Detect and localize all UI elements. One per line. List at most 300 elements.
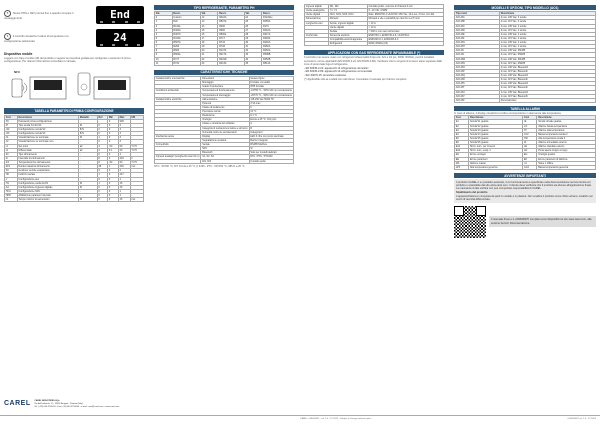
table-cell: 3 relè, 115 Vac, Bluetooth xyxy=(499,78,595,82)
table-cell: R290 xyxy=(172,45,200,49)
table-cell: - xyxy=(130,177,143,181)
table-cell: /P xyxy=(5,123,18,127)
table-cell: 1 xyxy=(97,136,107,140)
col-header: Descr. xyxy=(262,12,294,16)
table-cell: 0.1 xyxy=(108,148,119,152)
column-3 xyxy=(304,4,444,81)
table-cell: < 10 m xyxy=(367,21,443,25)
table-cell: R507A xyxy=(172,41,200,45)
table-cell: 1 xyxy=(108,165,119,169)
table-cell: 0 xyxy=(155,16,173,20)
table-cell: Intervallo tra sbrinamenti xyxy=(17,156,78,160)
table-cell: 999 xyxy=(118,119,130,123)
refrigerant-title: TIPO REFRIGERANTE, PARAMETRO PH xyxy=(154,5,294,10)
table-cell: 2 relè, 115 Vac, 2 sonde xyxy=(499,36,595,40)
table-cell: /t1 xyxy=(5,136,18,140)
col-header: Cod. xyxy=(5,115,18,119)
table-cell: 240 xyxy=(118,156,130,160)
table-cell: R22 xyxy=(172,20,200,24)
step-text: Il controllo visualizza il valore di temperatura o la configurazione selezionata xyxy=(4,34,69,43)
flammable-note: (*) Applicabile solo ai modelli con relè idonei. Consultare il manuale per l'elenco completo. xyxy=(304,77,408,81)
table-cell: -50 xyxy=(108,161,119,165)
table-cell: Relè: EN60730-1 UL60730: 250 Vac, 10 A res, 2 FLA, 12 LRA xyxy=(367,13,443,17)
table-cell: AO1-BH xyxy=(455,45,500,49)
table-cell: Condizioni ambientali xyxy=(155,89,201,93)
qr-code[interactable] xyxy=(454,206,486,238)
table-cell: 2 relè, 230 Vac, 2 sonde xyxy=(499,32,595,36)
table-cell: Temperatura di funzionamento xyxy=(201,89,249,93)
table-cell: 32 xyxy=(244,49,262,53)
table-cell: - xyxy=(130,119,143,123)
table-cell: 0 xyxy=(108,123,119,127)
table-cell: Connettività xyxy=(155,143,201,147)
table-cell: R744 xyxy=(218,41,244,45)
table-cell: Configurazione sonda S2 xyxy=(17,128,78,132)
table-cell: 22 xyxy=(200,57,218,61)
table-cell: EN61000-6-1, EN61000-6-3 xyxy=(367,38,443,42)
table-cell: °C/°F xyxy=(130,161,143,165)
table-cell: HO1 xyxy=(5,189,18,193)
table-cell: Sicurezza elettrica xyxy=(328,33,367,37)
table-cell: - xyxy=(130,189,143,193)
nfc-illustration xyxy=(4,65,144,105)
table-cell: Solo per modelli dedicati xyxy=(249,151,293,155)
table-cell: R404A xyxy=(172,28,200,32)
table-cell: 8 xyxy=(155,49,173,53)
table-cell: 3 xyxy=(118,128,130,132)
table-cell: AO1-BF xyxy=(455,36,500,40)
table-cell: Allarme bassa temperatura xyxy=(537,124,596,128)
table-cell: ±1 °C xyxy=(249,110,293,114)
table-cell: R508B xyxy=(262,53,294,57)
table-cell: 3 relè, 115 Vac, 2 sonde xyxy=(499,28,595,32)
table-cell: Allarme immediato esterno xyxy=(537,141,596,145)
table-cell: 4 relè, 115 Vac, RS485 xyxy=(499,53,595,57)
warnings-box xyxy=(454,179,596,202)
table-cell: 10 xyxy=(155,57,173,61)
table-cell: HPR xyxy=(5,194,18,198)
alarm-table xyxy=(454,115,596,170)
list-item: - EN 60335-2-24: apparecchi di refrigerazione domestici xyxy=(304,67,369,71)
col-header: UM xyxy=(130,115,143,119)
table-cell: RS485 Modbus xyxy=(249,143,293,147)
table-cell: M xyxy=(79,185,98,189)
table-cell: d0 xyxy=(5,152,18,156)
table-cell: Visualizzazione su terminale rem. xyxy=(17,140,78,144)
table-cell: R455A xyxy=(262,20,294,24)
table-cell: 4 xyxy=(118,152,130,156)
table-cell: B,N xyxy=(79,132,98,136)
table-cell: R507A xyxy=(218,20,244,24)
table-cell: Errore a 25 °C: ±10 ppm xyxy=(249,118,293,122)
list-item: - IEC 60079-15: atmosfere esplosive xyxy=(304,73,347,77)
table-cell: 45 xyxy=(97,165,107,169)
table-cell: dA xyxy=(523,145,537,149)
table-cell: R410A xyxy=(172,36,200,40)
table-cell: Segnalazione acustica xyxy=(201,138,249,142)
table-cell: R442A xyxy=(262,28,294,32)
table-cell: Durata massima sbrinamento xyxy=(17,165,78,169)
table-cell: 13 xyxy=(200,20,218,24)
company-contacts: Tel. (+39) 049.9716611 - Fax (+39) 049.9716600 - e-mail: carel@carel.com - www.carel.com xyxy=(34,405,120,408)
table-cell: 0...10 Vdc / PWM xyxy=(367,9,443,13)
table-cell: Classe e struttura del software xyxy=(201,122,249,126)
table-cell: Porta aperta troppo a lungo xyxy=(537,149,596,153)
table-row xyxy=(305,42,444,46)
table-cell: R290, R600a (A3) xyxy=(367,42,443,46)
table-cell: 1 xyxy=(97,181,107,185)
table-cell: 3 xyxy=(118,132,130,136)
table-cell: 3 relè, 115 Vac, RS485 xyxy=(499,61,595,65)
warnings-text: Il prodotto CAREL è un prodotto avanzato, il cui funzionamento è specificato nella documentazione tecnica fornita col prodotto o scaricabile dal sito www.carel.com. Il cliente deve verificare che il prodotto sia idoneo all'applicazione finale. La mancanza di tale verifica non può comportare responsabilità di CAREL. xyxy=(456,180,592,191)
table-cell: 2 xyxy=(155,24,173,28)
table-cell: R600a xyxy=(172,53,200,57)
models-table xyxy=(454,11,596,103)
table-cell: 2 relè, 230 Vac, Bluetooth xyxy=(499,82,595,86)
table-cell: Tipo sonda S1-S2-S3 xyxy=(17,123,78,127)
table-cell: 0 xyxy=(108,169,119,173)
column-2 xyxy=(154,4,294,168)
table-cell: 0 xyxy=(97,140,107,144)
table-cell: Dimensioni xyxy=(201,77,249,81)
table-cell: dI xyxy=(5,156,18,160)
col-header: Cod. xyxy=(455,116,469,120)
table-cell: 1 xyxy=(118,177,130,181)
display-text: End xyxy=(110,8,130,22)
table-cell: R290 xyxy=(218,24,244,28)
table-cell: Tipo sbrinamento xyxy=(17,152,78,156)
table-cell: E5 xyxy=(455,136,469,140)
table-cell: Sonde, ingressi digitali xyxy=(328,21,367,25)
table-cell: 3 xyxy=(118,140,130,144)
table-cell: 17 xyxy=(200,36,218,40)
table-cell: 2 xyxy=(97,128,107,132)
table-cell: AO1-BD xyxy=(455,28,500,32)
table-cell: 4 relè, 115 Vac, Bluetooth xyxy=(499,69,595,73)
table-cell: 2 xyxy=(118,169,130,173)
table-cell: Bluetooth xyxy=(201,151,249,155)
table-cell: Ed1 xyxy=(455,145,469,149)
table-cell: Sì xyxy=(249,147,293,151)
table-cell: Classe di isolamento xyxy=(201,105,249,109)
step-number: 6 xyxy=(4,33,11,40)
table-cell: E1 xyxy=(455,120,469,124)
table-cell: Ed2 xyxy=(455,149,469,153)
table-cell: 31 xyxy=(244,45,262,49)
table-cell: R452A xyxy=(262,49,294,53)
table-cell: 3 relè, 230 Vac, Bluetooth xyxy=(499,74,595,78)
table-cell: Bassa temperatura generica xyxy=(537,165,596,169)
step-6 xyxy=(4,26,144,50)
table-cell: - xyxy=(79,152,98,156)
table-cell: AO1-BL xyxy=(455,53,500,57)
table-cell: 24 xyxy=(244,16,262,20)
table-cell: Indirizzo seriale xyxy=(17,173,78,177)
carel-logo: CAREL xyxy=(4,400,31,407)
table-cell: 0 xyxy=(108,156,119,160)
table-cell: R410A xyxy=(218,16,244,20)
table-cell: - xyxy=(79,140,98,144)
col-header: Descrizione xyxy=(469,116,523,120)
table-cell: AO1-BQ xyxy=(455,74,500,78)
table-cell: 0 xyxy=(97,152,107,156)
table-cell: A xyxy=(249,122,293,126)
phone-and-controller-illustration xyxy=(4,65,144,105)
flammable-title: APPLICAZIONI CON GAS REFRIGERANTE INFIAMMABILE (*) xyxy=(304,50,444,55)
table-cell: R450A xyxy=(262,45,294,49)
table-cell: R417A xyxy=(218,53,244,57)
table-cell: 0 xyxy=(97,123,107,127)
table-cell: NFC xyxy=(201,147,249,151)
table-cell: AO1-BM xyxy=(455,57,500,61)
table-cell: 15 xyxy=(118,198,130,202)
col-header: Max xyxy=(118,115,130,119)
col-header: Val. xyxy=(200,12,218,16)
table-cell: MA xyxy=(455,161,469,165)
table-cell: 34 xyxy=(244,57,262,61)
col-header: Val. xyxy=(244,12,262,16)
table-cell: Montaggio xyxy=(201,81,249,85)
disposal-text: L'apparecchiatura è composta da parti in metallo e in plastica. Non smaltire il prodotto come rifiuto urbano; smaltirlo nei centri di raccolta differenziata. xyxy=(456,194,593,201)
table-cell: Lunghezza cavi xyxy=(305,21,329,25)
table-cell: min xyxy=(130,165,143,169)
table-cell: DI1, DI2 xyxy=(328,5,367,9)
table-row xyxy=(455,98,596,102)
col-header: Descrizione xyxy=(17,115,78,119)
table-cell: Alta temperatura generica xyxy=(469,165,523,169)
table-cell: R447A xyxy=(262,32,294,36)
table-cell: A4 xyxy=(5,185,18,189)
table-cell: AO1-BP xyxy=(455,69,500,73)
table-row xyxy=(5,198,144,202)
table-cell: - xyxy=(79,165,98,169)
table-cell: rr xyxy=(5,177,18,181)
col-header: Min xyxy=(108,115,119,119)
table-cell: E4 xyxy=(455,132,469,136)
table-cell: Configurazione NFC xyxy=(17,189,78,193)
table-cell: Contatto pulito, corrente di chiusura 6 mA xyxy=(367,5,443,9)
table-cell: 7 xyxy=(155,45,173,49)
table-cell: - xyxy=(130,128,143,132)
table-cell xyxy=(155,159,201,163)
table-cell: 19 xyxy=(200,45,218,49)
table-cell: AO1-BT xyxy=(455,86,500,90)
table-cell: 0 xyxy=(108,177,119,181)
table-cell: - xyxy=(79,161,98,165)
table-cell: Frontale con staffe xyxy=(249,81,293,85)
col-header: Descr. xyxy=(172,12,200,16)
table-cell: D xyxy=(249,126,293,130)
warnings-title: AVVERTENZE IMPORTANTI xyxy=(454,173,596,178)
table-cell: AO1-BO xyxy=(455,65,500,69)
table-cell: Allarme master xyxy=(469,161,523,165)
table-cell: Uscite analogiche xyxy=(305,9,329,13)
table-cell: 3 VA max xyxy=(249,101,293,105)
table-cell: 3 xyxy=(155,28,173,32)
table-cell: Sonda virtuale guasta xyxy=(537,120,596,124)
table-cell: rd xyxy=(5,148,18,152)
table-cell: Sbrin. term. evap. 2 xyxy=(469,149,523,153)
table-cell: 4 relè, 115 Vac, 3 sonde xyxy=(499,20,595,24)
qr-block xyxy=(454,206,596,238)
table-cell: Alimentazione xyxy=(305,17,329,21)
table-cell: 12 xyxy=(200,16,218,20)
table-cell: 25 xyxy=(244,20,262,24)
table-cell: Temperatura di stoccaggio xyxy=(201,93,249,97)
table-cell: R449A xyxy=(262,41,294,45)
table-cell: II xyxy=(249,105,293,109)
table-cell: 0 xyxy=(97,132,107,136)
footer-right: +0300090IT rel. 1.0 - 12.2023 xyxy=(567,418,596,420)
table-cell: Ingressi analogici (Lunghezza max 10 m) xyxy=(155,155,200,159)
table-cell: dt1 xyxy=(5,161,18,165)
table-cell: -20T70 °C, <90% UR non condensante xyxy=(250,93,292,97)
table-cell: HI2 xyxy=(523,136,537,140)
table-cell: 4 relè, 230 Vac, 3 sonde xyxy=(499,16,595,20)
table-cell: Categoria di resistenza al calore e al fuoco xyxy=(202,126,248,130)
table-cell: 4 relè, 230 Vac, RS485 xyxy=(499,49,595,53)
table-cell: Password prima configurazione xyxy=(17,119,78,123)
table-cell: Morsetti xyxy=(328,17,367,21)
table-cell: Risoluzione xyxy=(201,114,249,118)
table-cell: 4 xyxy=(155,32,173,36)
table-cell: 2 xyxy=(97,148,107,152)
table-cell: Caratteristiche elettriche xyxy=(155,97,201,101)
company-name: CAREL INDUSTRIES HQs xyxy=(34,400,60,403)
table-cell: R600a xyxy=(218,32,244,36)
table-cell: - xyxy=(130,185,143,189)
io-table xyxy=(304,4,444,46)
table-cell: - xyxy=(130,136,143,140)
table-cell: Orologio guasto xyxy=(537,153,596,157)
table-cell: u1 xyxy=(523,161,537,165)
table-cell: Allarme ritardato esterno xyxy=(537,145,596,149)
table-cell: Alta temperatura sonda 2 xyxy=(537,136,596,140)
table-cell: 0 xyxy=(108,173,119,177)
table-cell: EF xyxy=(523,157,537,161)
table-cell: 1 relè, 115 Vac, Bluetooth xyxy=(499,94,595,98)
table-cell: DI1, DI2 xyxy=(201,159,249,163)
step-text: Tenere PRG e SET premuti fino a quando compare il messaggio End xyxy=(4,11,74,20)
table-cell: 115-230 Vac 50/60 Hz xyxy=(249,97,293,101)
table-cell: < 10 m xyxy=(367,25,443,29)
table-cell: H1 xyxy=(5,181,18,185)
table-cell: 11 xyxy=(155,61,173,65)
table-cell: Immunità contro le sovratensioni xyxy=(201,130,249,134)
table-cell: Orologio xyxy=(201,118,249,122)
table-cell: Grado di protezione xyxy=(201,85,249,89)
table-cell: B,N xyxy=(79,128,98,132)
table-cell: - xyxy=(130,132,143,136)
step-5 xyxy=(4,4,144,26)
table-cell: Temperatura fine sbrinamento xyxy=(17,161,78,165)
table-cell: 1 xyxy=(155,20,173,24)
table-cell: Sonda S1 guasta xyxy=(469,120,523,124)
table-cell: 15 xyxy=(118,185,130,189)
table-cell: M xyxy=(79,181,98,185)
table-cell: all xyxy=(79,144,98,148)
table-cell: Buzzer integrato xyxy=(249,138,293,142)
flammable-list xyxy=(304,67,444,77)
table-cell: Gestione ventole evaporatore xyxy=(17,169,78,173)
table-cell: h xyxy=(130,156,143,160)
table-cell: - xyxy=(130,194,143,198)
table-cell: min xyxy=(130,198,143,202)
table-cell: 3 xyxy=(118,136,130,140)
table-cell: Sonda S2 guasta xyxy=(469,124,523,128)
table-cell: AO1-BG xyxy=(455,41,500,45)
table-cell: 33 xyxy=(244,53,262,57)
table-row xyxy=(155,61,294,65)
table-cell: HI xyxy=(523,128,537,132)
table-cell: - xyxy=(130,140,143,144)
table-cell: Errore parametri xyxy=(469,157,523,161)
table-cell: 1 xyxy=(118,194,130,198)
table-cell: M xyxy=(79,136,98,140)
table-cell: c1 xyxy=(5,198,18,202)
table-cell: AO1-BE xyxy=(455,32,500,36)
table-cell: 30 xyxy=(244,41,262,45)
table-cell: Slave 1 offline xyxy=(537,161,596,165)
table-cell: Configurazione ingresso digitale xyxy=(17,185,78,189)
mobile-title: Dispositivo mobile xyxy=(4,52,33,56)
table-cell: 0 xyxy=(97,194,107,198)
table-cell: AO1-BU xyxy=(455,90,500,94)
table-cell: AO1-BB xyxy=(455,20,500,24)
table-cell: 15 xyxy=(200,28,218,32)
table-cell: R413A xyxy=(218,61,244,65)
table-cell: 240 xyxy=(118,165,130,169)
alarm-title: TABELLA ALLARMI xyxy=(454,106,596,111)
table-cell: 2 relè, 115 Vac, Bluetooth xyxy=(499,86,595,90)
table-cell: Morsetti a vite o estraibili per cavi fino a 2,5 mm² xyxy=(367,17,443,21)
company-block xyxy=(4,400,144,409)
table-cell: 9 xyxy=(155,53,173,57)
table-cell: Y1, Y2 xyxy=(328,9,367,13)
table-cell: 0 xyxy=(97,177,107,181)
table-cell: 18 xyxy=(200,41,218,45)
footer-middle: CAREL +0300090IT - rel. 1.0 - 12.2023 - Subject to change without notice xyxy=(300,418,372,420)
table-cell: AO1-BC xyxy=(455,24,500,28)
col-header: Modello xyxy=(79,115,98,119)
table-cell: 3 relè, 230 Vac, RS485 xyxy=(499,57,595,61)
table-cell: dor xyxy=(523,149,537,153)
mobile-text: Leggere con l'app il codice QR del prodotto e seguire la procedura guidata per configurare i parametri di prima configurazione. Per ulteriori informazioni consultare il manuale. xyxy=(4,57,131,64)
table-cell: - xyxy=(97,119,107,123)
table-cell: 5 xyxy=(155,36,173,40)
table-cell: Sonda S4 guasta xyxy=(469,132,523,136)
table-cell: M xyxy=(79,198,98,202)
table-cell: Display xyxy=(201,134,249,138)
table-row xyxy=(155,159,294,163)
table-cell: 0 xyxy=(108,194,119,198)
display-end xyxy=(96,6,144,24)
company-address: Via dell'Industria, 11 - 35020 Brugine - Padova (Italy) xyxy=(34,403,83,406)
table-cell: LO2 xyxy=(523,132,537,136)
table-cell: 0 xyxy=(97,189,107,193)
table-cell: Tempo minimo tra accensioni xyxy=(17,198,78,202)
table-cell: - xyxy=(79,189,98,193)
table-cell: R513A xyxy=(262,61,294,65)
table-cell: NO1, NO2, NO3, NO4 xyxy=(328,13,367,17)
table-cell: Allarme alta temperatura xyxy=(537,128,596,132)
table-cell: 27 xyxy=(244,28,262,32)
table-cell: Uscite digitali xyxy=(328,25,367,29)
table-cell: Custom xyxy=(172,16,200,20)
table-cell: °C/°F xyxy=(130,144,143,148)
table-cell: M xyxy=(79,123,98,127)
table-cell: GHI xyxy=(455,165,469,169)
